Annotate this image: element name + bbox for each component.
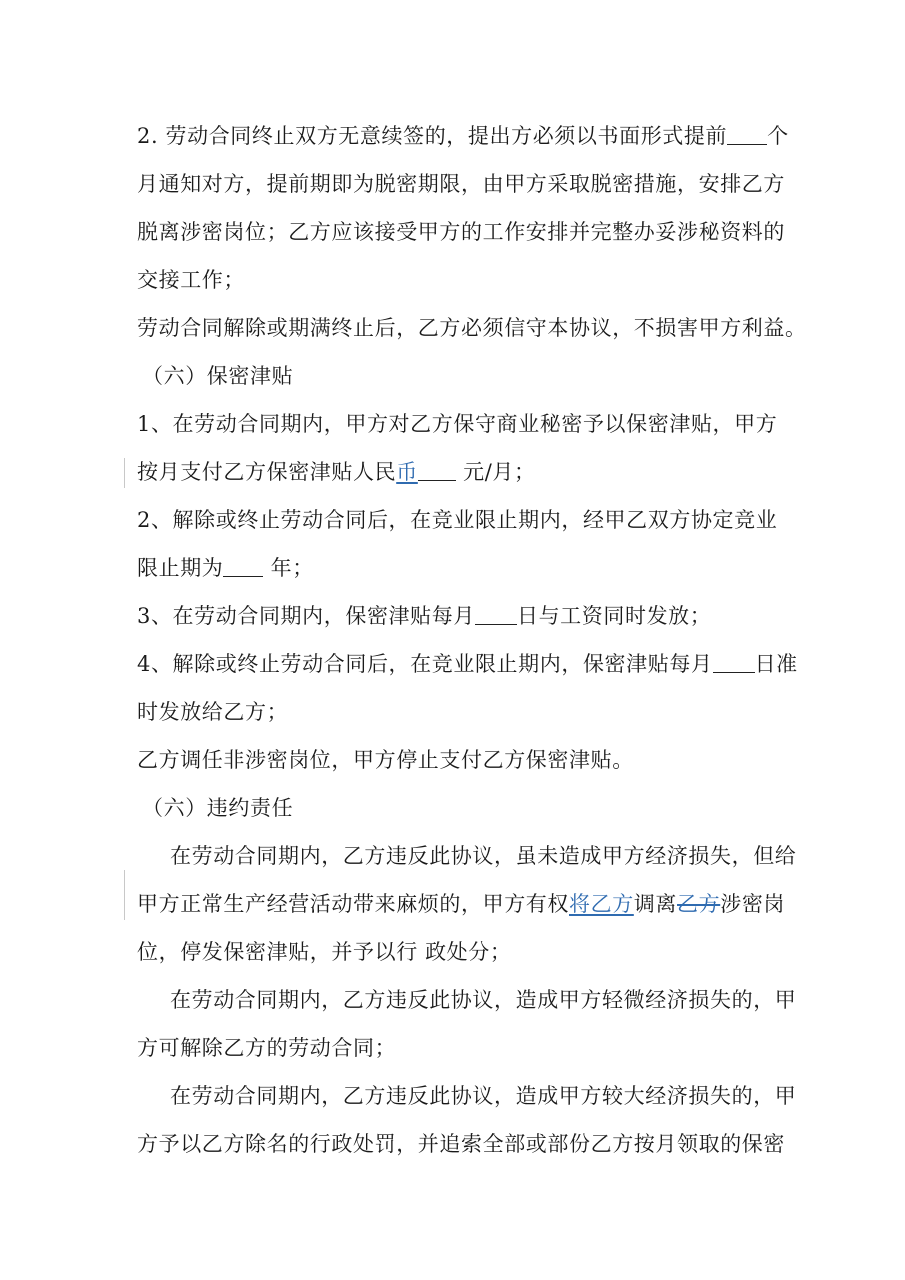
paragraph-line: 时发放给乙方； [137, 700, 289, 724]
fill-blank[interactable] [418, 460, 456, 481]
paragraph-line [137, 458, 536, 486]
section-heading: （六）违约责任 [142, 796, 294, 820]
line-text: 日准 [754, 652, 798, 676]
line-text: 调离 [633, 892, 678, 916]
line-text: 年； [263, 556, 314, 580]
line-text: 3、在劳动合同期内，保密津贴每月 [137, 604, 475, 628]
inserted-text: 将乙方 [569, 892, 634, 916]
paragraph-line [137, 122, 789, 150]
paragraph-line: 月通知对方，提前期即为脱密期限，由甲方采取脱密措施，安排乙方 [137, 172, 785, 196]
line-text: 2. 劳动合同终止双方无意续签的，提出方必须以书面形式提前 [137, 124, 728, 148]
deleted-text: 乙方 [677, 892, 721, 916]
paragraph-line: 位，停发保密津贴，并予以行 政处分； [137, 940, 512, 964]
line-text: 4、解除或终止劳动合同后，在竞业限止期内，保密津贴每月 [137, 652, 713, 676]
fill-blank[interactable] [713, 652, 755, 673]
paragraph-line: 劳动合同解除或期满终止后，乙方必须信守本协议，不损害甲方利益。 [137, 316, 807, 340]
section-heading: （六）保密津贴 [142, 364, 294, 388]
paragraph-line [137, 602, 711, 630]
fill-blank[interactable] [727, 124, 767, 145]
paragraph-line [137, 650, 798, 678]
paragraph-line: 脱离涉密岗位；乙方应该接受甲方的工作安排并完整办妥涉秘资料的 [137, 220, 785, 244]
paragraph-line: 方予以乙方除名的行政处罚，并追索全部或部份乙方按月领取的保密 [137, 1132, 785, 1156]
line-text: 个 [767, 124, 789, 148]
revision-margin-bar [124, 458, 125, 488]
inserted-text: 币 [396, 460, 418, 484]
paragraph-line: 交接工作； [137, 268, 245, 292]
line-text: 涉密岗 [720, 892, 786, 916]
paragraph-line [137, 890, 785, 918]
fill-blank[interactable] [475, 604, 517, 625]
line-text: 甲方正常生产经营活动带来麻烦的，甲方有权 [137, 892, 569, 916]
paragraph-line: 1、在劳动合同期内，甲方对乙方保守商业秘密予以保密津贴，甲方 [137, 412, 778, 436]
line-text: 日与工资同时发放； [516, 604, 712, 628]
line-text: 限止期为 [137, 556, 224, 580]
paragraph-line [137, 554, 314, 582]
paragraph-line: 乙方调任非涉密岗位，甲方停止支付乙方保密津贴。 [137, 748, 634, 772]
paragraph-line: 在劳动合同期内，乙方违反此协议，造成甲方较大经济损失的，甲 [170, 1084, 797, 1108]
paragraph-line: 在劳动合同期内，乙方违反此协议，虽未造成甲方经济损失，但给 [170, 844, 797, 868]
revision-margin-bar [124, 870, 125, 920]
line-text: 元/月； [455, 460, 536, 484]
paragraph-line: 在劳动合同期内，乙方违反此协议，造成甲方轻微经济损失的，甲 [170, 988, 797, 1012]
paragraph-line: 2、解除或终止劳动合同后，在竞业限止期内，经甲乙双方协定竞业 [137, 508, 778, 532]
paragraph-line: 方可解除乙方的劳动合同； [137, 1036, 397, 1060]
fill-blank[interactable] [223, 556, 263, 577]
line-text: 按月支付乙方保密津贴人民 [137, 460, 397, 484]
